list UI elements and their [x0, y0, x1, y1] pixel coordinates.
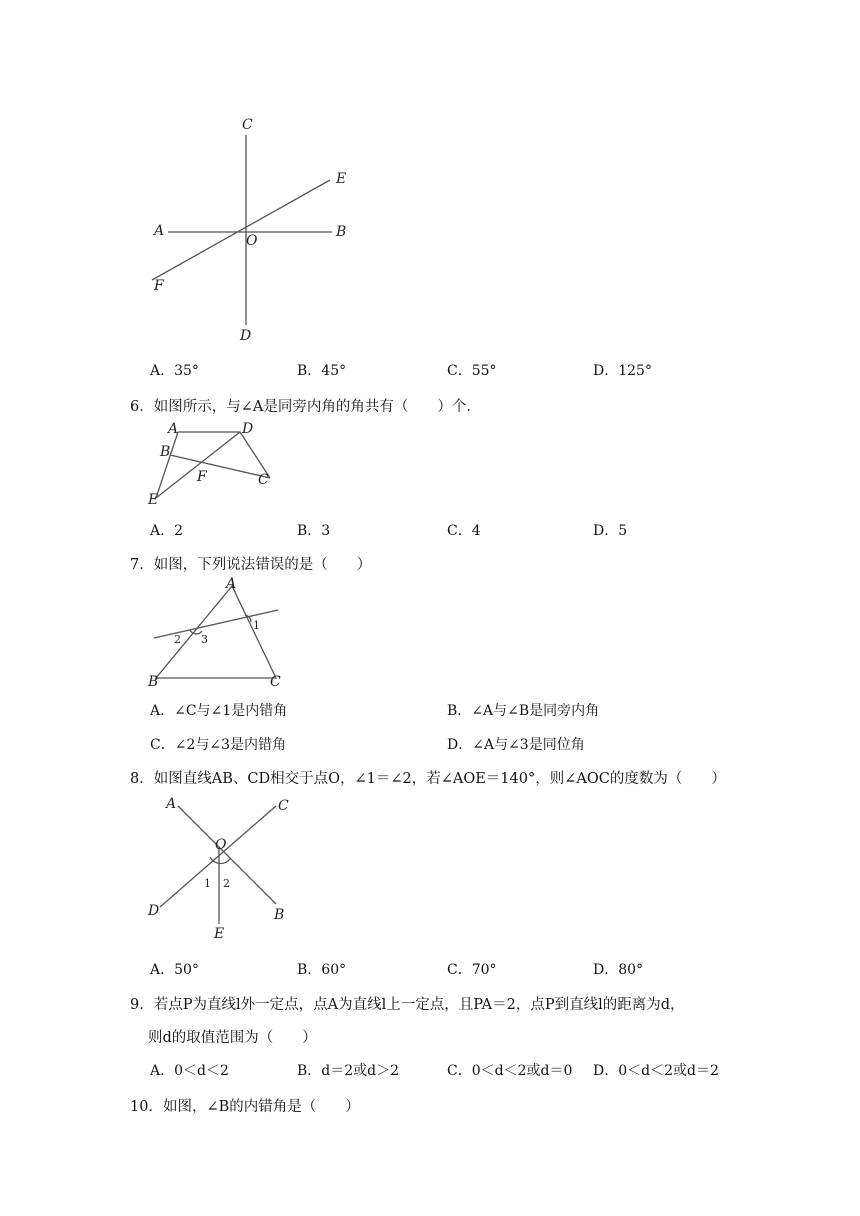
q6-line-ae: [156, 432, 178, 498]
q6-option-a[interactable]: A．2: [150, 523, 184, 539]
q6-label-b: B: [160, 444, 171, 460]
q8-option-a[interactable]: A．50°: [150, 962, 199, 978]
q6-stem: 6．如图所示，与∠A是同旁内角的角共有（ ）个．: [130, 399, 481, 415]
q5-option-a[interactable]: A．35°: [150, 363, 199, 379]
q8-label-a: A: [166, 796, 177, 812]
q9-option-d[interactable]: D．0＜d＜2或d＝2: [593, 1063, 719, 1079]
q8-label-e: E: [214, 926, 225, 942]
figure-q8: [140, 792, 300, 942]
q8-arc: [210, 857, 230, 863]
q7-label-c: C: [270, 674, 281, 689]
label-d: D: [240, 328, 252, 344]
q9-option-a[interactable]: A．0＜d＜2: [150, 1063, 229, 1079]
q8-stem: 8．如图直线AB、CD相交于点O，∠1＝∠2，若∠AOE＝140°，则∠AOC的度数为（ ）: [130, 771, 726, 787]
q7-option-b[interactable]: B．∠A与∠B是同旁内角: [447, 703, 600, 719]
q8-option-c[interactable]: C．70°: [447, 962, 497, 978]
q9-stem-line2: 则d的取值范围为（ ）: [148, 1030, 317, 1046]
q8-label-2: 2: [223, 877, 230, 890]
q8-label-1: 1: [204, 877, 211, 890]
q7-option-a[interactable]: A．∠C与∠1是内错角: [150, 703, 288, 719]
label-e: E: [336, 171, 347, 187]
q7-label-1: 1: [253, 619, 260, 632]
q8-label-b: B: [274, 907, 285, 923]
label-f: F: [154, 278, 164, 294]
q8-label-o: O: [215, 837, 227, 853]
q6-label-c: C: [258, 472, 269, 488]
q8-label-d: D: [148, 903, 160, 919]
q7-stem: 7．如图，下列说法错误的是（ ）: [130, 557, 372, 573]
q7-option-d[interactable]: D．∠A与∠3是同位角: [447, 737, 585, 753]
q5-option-d[interactable]: D．125°: [593, 363, 652, 379]
q6-lines: [178, 432, 270, 478]
q7-label-2: 2: [174, 633, 181, 646]
q7-triangle: [156, 586, 276, 678]
q5-option-c[interactable]: C．55°: [447, 363, 497, 379]
q8-option-d[interactable]: D．80°: [593, 962, 644, 978]
q9-stem-line1: 9．若点P为直线l外一定点，点A为直线l上一定点，且PA＝2，点P到直线l的距离为d，: [130, 997, 685, 1013]
q8-line-cd: [160, 806, 276, 907]
label-o: O: [246, 233, 258, 249]
q7-option-c[interactable]: C．∠2与∠3是内错角: [150, 737, 286, 753]
q7-label-a: A: [226, 576, 237, 592]
q7-label-3: 3: [201, 633, 208, 646]
q10-stem: 10．如图，∠B的内错角是（ ）: [130, 1099, 360, 1115]
line-ef: [152, 180, 330, 280]
q6-label-f: F: [197, 469, 207, 485]
q5-option-b[interactable]: B．45°: [297, 363, 347, 379]
q7-label-b: B: [148, 674, 159, 689]
q9-option-b[interactable]: B．d＝2或d＞2: [297, 1063, 400, 1079]
q6-line-de: [156, 432, 240, 498]
q6-label-a: A: [168, 421, 179, 437]
figure-q7: [140, 574, 290, 689]
q6-option-d[interactable]: D．5: [593, 523, 628, 539]
q6-option-b[interactable]: B．3: [297, 523, 331, 539]
label-c: C: [242, 117, 253, 133]
q9-option-c[interactable]: C．0＜d＜2或d＝0: [447, 1063, 573, 1079]
q8-option-b[interactable]: B．60°: [297, 962, 347, 978]
figure-q6: [140, 418, 280, 510]
label-a: A: [154, 223, 165, 239]
q8-label-c: C: [278, 798, 289, 814]
label-b: B: [336, 224, 347, 240]
q6-label-d: D: [242, 421, 254, 437]
figure-q5: [140, 105, 360, 350]
q6-label-e: E: [148, 492, 159, 508]
q6-option-c[interactable]: C．4: [447, 523, 481, 539]
